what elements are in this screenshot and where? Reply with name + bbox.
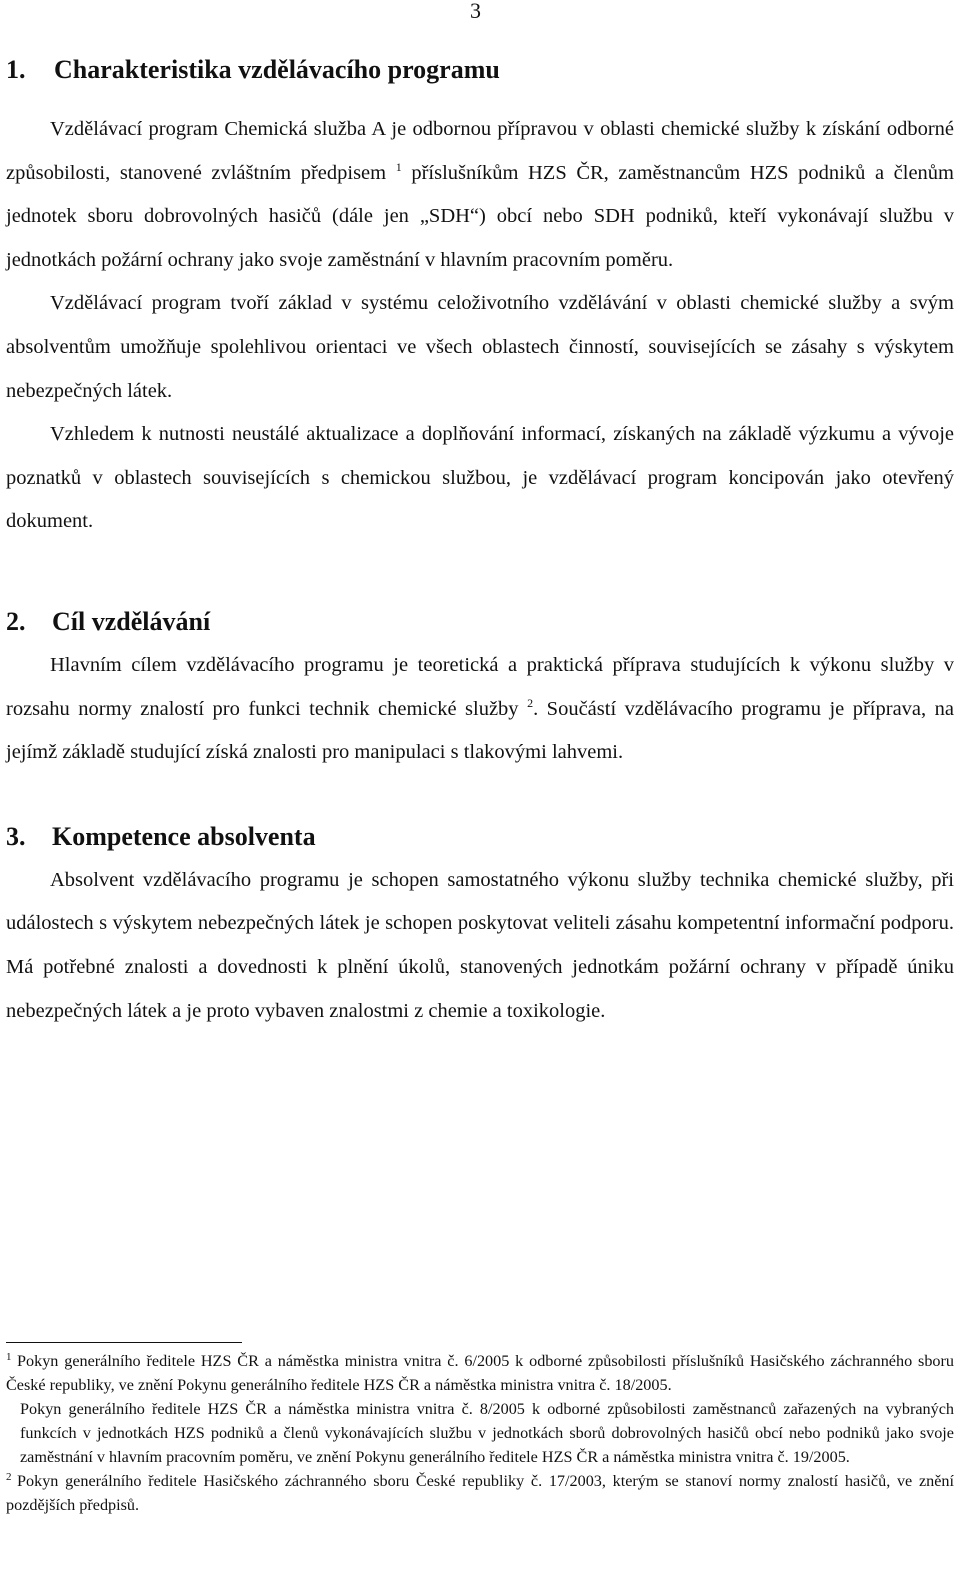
section-competence bbox=[6, 815, 954, 1033]
section-characteristics-text bbox=[6, 108, 954, 544]
page-number: 3 bbox=[470, 0, 481, 23]
footnote-text: Pokyn generálního ředitele HZS ČR a náměstka ministra vnitra č. 8/2005 k odborné způsobilosti zaměstnanců zařazených na vybraných funkcích v jednotkách HZS podniků a členů vykonávajících službu v jednotkách sborů dobrovolných hasičů obcí nebo podniků jako svoje zaměstnání v hlavním pracovním poměru, ve znění Pokynu generálního ředitele HZS ČR a náměstka ministra vnitra č. 19/2005. bbox=[20, 1400, 954, 1466]
footnote-separator bbox=[6, 1342, 242, 1343]
paragraph bbox=[6, 108, 954, 282]
footnote-text: Pokyn generálního ředitele Hasičského záchranného sboru České republiky č. 17/2003, kterým se stanoví normy znalostí hasičů, ve znění pozdějších předpisů. bbox=[6, 1472, 954, 1514]
footnote-1-continued bbox=[6, 1397, 954, 1469]
section-heading bbox=[6, 815, 954, 859]
section-title: Kompetence absolventa bbox=[52, 821, 316, 851]
paragraph-text: příslušníkům HZS ČR, zaměstnancům HZS podniků a členům jednotek sboru dobrovolných hasičů (dále jen „SDH“) obcí nebo SDH podniků, kteří vykonávají službu v jednotkách požární ochrany jako svoje zaměstnání v hlavním pracovním poměru. bbox=[6, 161, 954, 271]
footnote-reference: 1 bbox=[395, 159, 402, 174]
paragraph: Vzhledem k nutnosti neustálé aktualizace a doplňování informací, získaných na základě výzkumu a vývoje poznatků v oblastech souvisejících s chemickou službou, je vzdělávací program koncipován jako otevřený dokument. bbox=[6, 423, 954, 533]
paragraph-text: Vzdělávací program Chemická služba A je odbornou přípravou v oblasti chemické služby k získání odborné způsobilosti, stanovené zvláštním předpisem bbox=[6, 118, 954, 184]
section-heading bbox=[6, 48, 954, 92]
paragraph bbox=[6, 644, 954, 775]
footnotes bbox=[6, 1342, 954, 1517]
section-title: Charakteristika vzdělávacího programu bbox=[54, 55, 500, 84]
section-heading bbox=[6, 600, 954, 644]
footnote-reference: 2 bbox=[527, 695, 534, 710]
section-number: 1. bbox=[6, 55, 26, 84]
paragraph-text: Hlavním cílem vzdělávacího programu je teoretická a praktická příprava studujících k výkonu služby v rozsahu normy znalostí pro funkci technik chemické služby bbox=[6, 653, 954, 720]
document-body bbox=[6, 48, 954, 1033]
footnote-2: 2 Pokyn generálního ředitele Hasičského záchranného sboru České republiky č. 17/2003, kterým se stanoví normy znalostí hasičů, ve znění pozdějších předpisů. bbox=[6, 1470, 954, 1514]
section-characteristics bbox=[6, 48, 954, 92]
paragraph: Absolvent vzdělávacího programu je schopen samostatného výkonu služby technika chemické služby, při událostech s výskytem nebezpečných látek je schopen poskytovat veliteli zásahu kompetentní informační podporu. Má potřebné znalosti a dovednosti k plnění úkolů, stanovených jednotkám požární ochrany v případě úniku nebezpečných látek a je proto vybaven znalostmi z chemie a toxikologie. bbox=[6, 868, 954, 1022]
footnote-text: Pokyn generálního ředitele HZS ČR a náměstka ministra vnitra č. 6/2005 k odborné způsobilosti příslušníků Hasičského záchranného sboru České republiky, ve znění Pokynu generálního ředitele HZS ČR a náměstka ministra vnitra č. 18/2005. bbox=[6, 1352, 954, 1394]
paragraph: Vzdělávací program tvoří základ v systému celoživotního vzdělávání v oblasti chemické služby a svým absolventům umožňuje spolehlivou orientaci ve všech oblastech činností, souvisejících se zásahy s výskytem nebezpečných látek. bbox=[6, 292, 954, 402]
section-number: 2. bbox=[6, 606, 26, 636]
footnote-1: 1 Pokyn generálního ředitele HZS ČR a náměstka ministra vnitra č. 6/2005 k odborné způsobilosti příslušníků Hasičského záchranného sboru České republiky, ve znění Pokynu generálního ředitele HZS ČR a náměstka ministra vnitra č. 18/2005. bbox=[6, 1350, 954, 1394]
section-goal bbox=[6, 600, 954, 775]
section-title: Cíl vzdělávání bbox=[52, 606, 211, 636]
paragraph-text: . Součástí vzdělávacího programu je příprava, na jejímž základě studující získá znalosti pro manipulaci s tlakovými lahvemi. bbox=[6, 697, 954, 764]
section-number: 3. bbox=[6, 821, 26, 851]
